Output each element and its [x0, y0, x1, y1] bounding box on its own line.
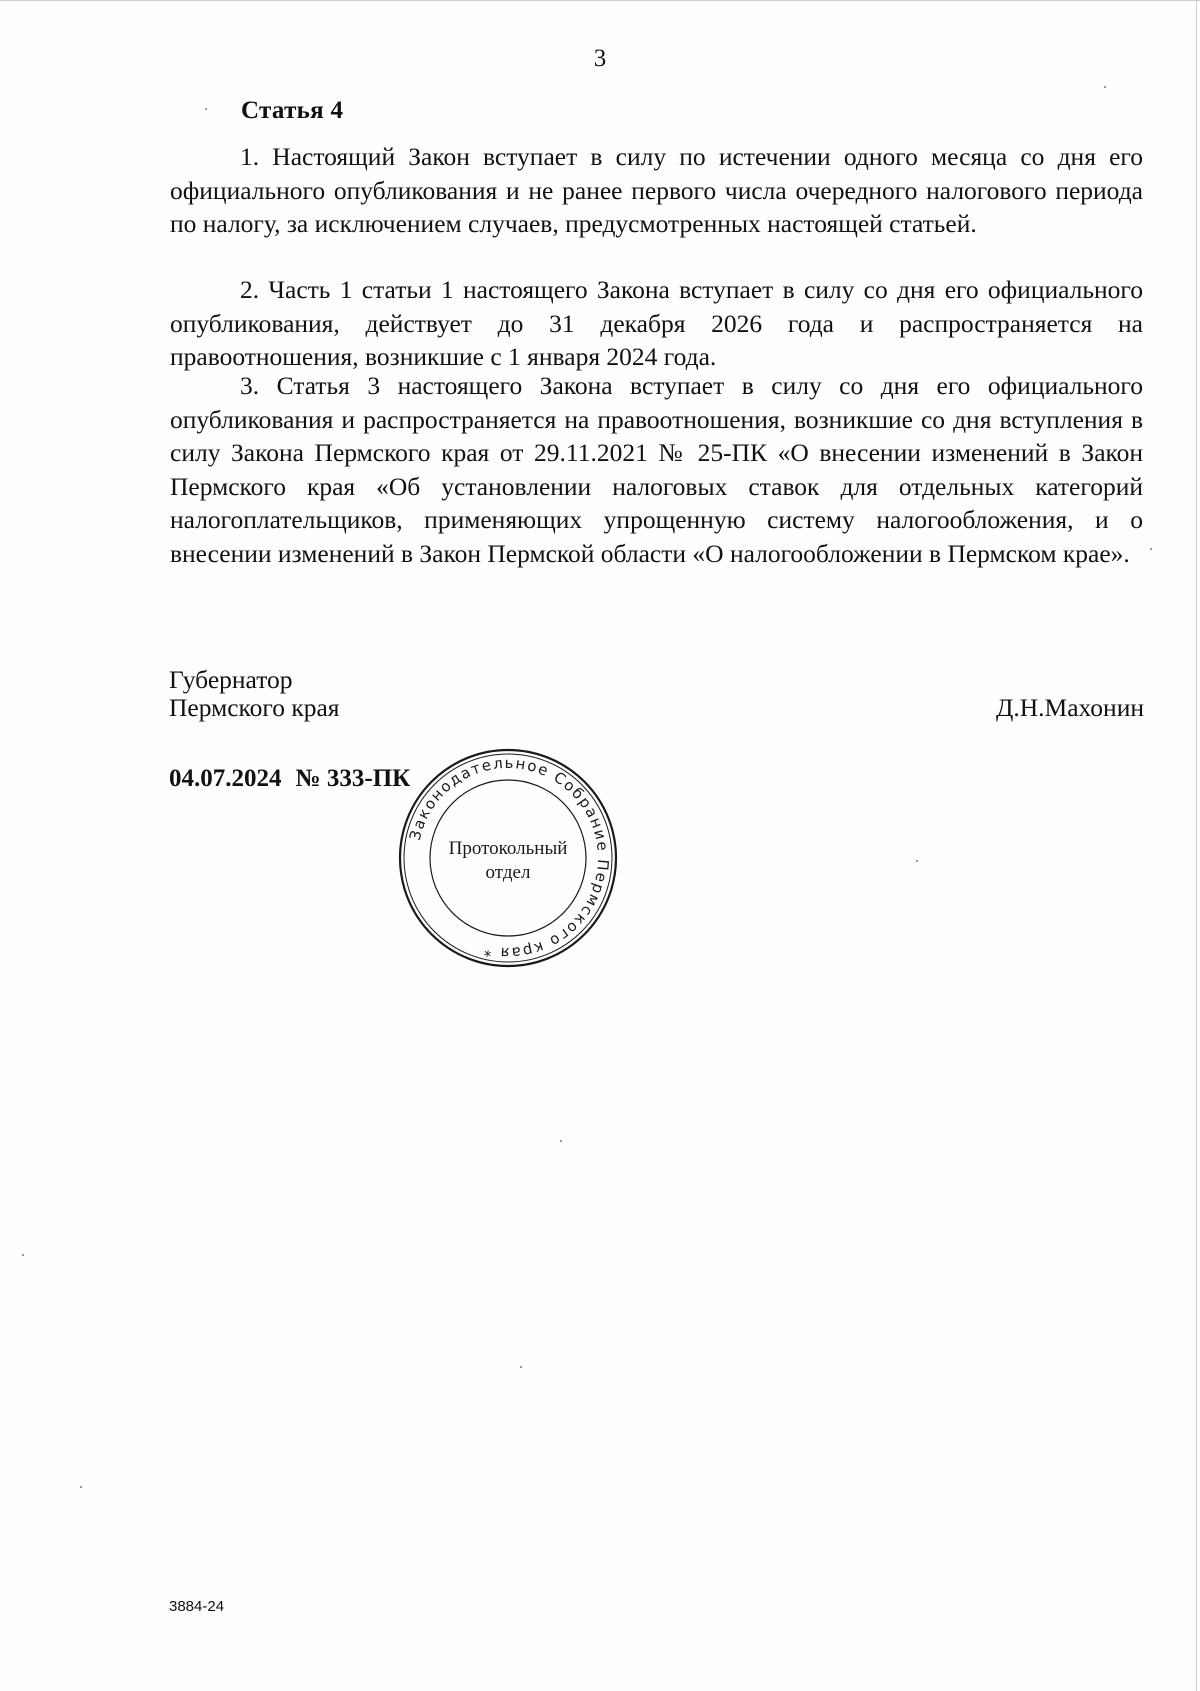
scan-speck — [1104, 86, 1106, 88]
article-paragraph-3 — [170, 369, 1143, 571]
scan-speck — [916, 860, 918, 862]
stamp-center-line-1: Протокольный — [448, 838, 568, 859]
scan-speck — [22, 1254, 24, 1256]
scan-speck — [1150, 548, 1152, 550]
stamp-ring-textpath: Законодательное Собрание Пермского края * — [405, 753, 613, 963]
article-paragraph-1 — [170, 140, 1143, 241]
article-heading: Статья 4 — [241, 97, 344, 124]
signer-name: Д.Н.Махонин — [995, 693, 1144, 722]
signer-position-line-1: Губернатор — [169, 665, 293, 694]
official-stamp — [396, 746, 620, 970]
scan-speck — [205, 108, 207, 110]
law-date: 04.07.2024 — [169, 765, 282, 792]
paragraph-text: 1. Настоящий Закон вступает в силу по истечении одного месяца со дня его официального опубликования и не ранее первого числа очередного налогового периода по налогу, за исключением случаев, предусмотренных настоящей статьей. — [170, 142, 1143, 239]
paragraph-text: 2. Часть 1 статьи 1 настоящего Закона вступает в силу со дня его официального опубликования, действует до 31 декабря 2026 года и распространяется на правоотношения, возникшие с 1 января 2024 года. — [170, 275, 1143, 372]
document-code: 3884-24 — [169, 1598, 225, 1615]
law-number: № 333-ПК — [295, 765, 411, 792]
law-reference — [169, 764, 410, 794]
scan-edge-right — [1196, 0, 1197, 1691]
scan-speck — [520, 1366, 522, 1368]
scan-edge-top — [0, 0, 1200, 1]
signer-position — [169, 666, 340, 722]
scan-speck — [80, 1486, 82, 1488]
article-paragraph-2 — [170, 273, 1143, 374]
page-number: 3 — [593, 45, 607, 72]
signer-position-line-2: Пермского края — [169, 693, 340, 722]
scan-speck — [560, 1140, 562, 1142]
paragraph-text: 3. Статья 3 настоящего Закона вступает в силу со дня его официального опубликования и распространяется на правоотношения, возникшие со дня вступления в силу Закона Пермского края от 29.11.2021 № 25-ПК «О внесении изменений в Закон Пермского края «Об установлении налоговых ставок для отдельных категорий налогоплательщиков, применяющих упрощенную систему налогообложения, и о внесении изменений в Закон Пермской области «О налогообложении в Пермском крае». — [170, 371, 1143, 568]
stamp-center-line-2: отдел — [485, 862, 531, 883]
